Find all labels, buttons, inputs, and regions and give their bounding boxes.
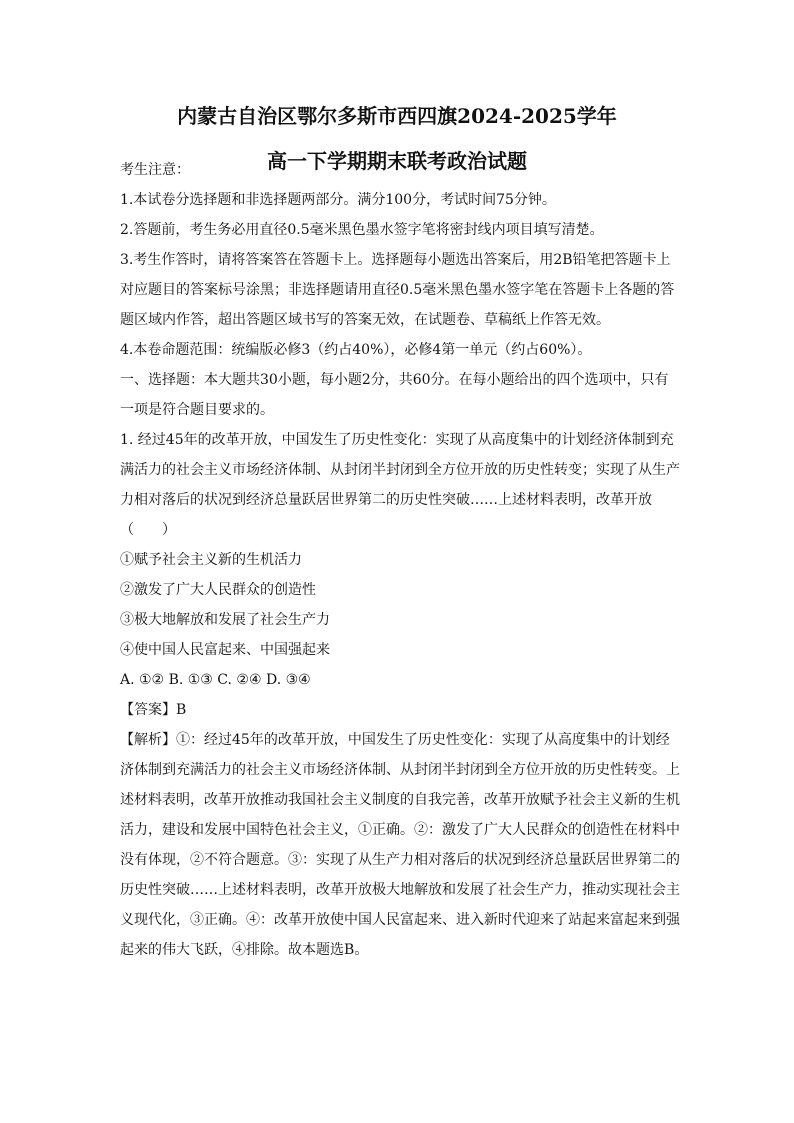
notice-item-4: 4.本卷命题范围：统编版必修3（约占40%），必修4第一单元（约占60%）。	[120, 342, 592, 358]
question-1-line-3: 力相对落后的状况到经济总量跃居世界第二的历史性突破……上述材料表明，改革开放	[120, 492, 652, 508]
option-3: ③极大地解放和发展了社会生产力	[120, 612, 330, 628]
notice-item-3-line-1: 3.考生作答时，请将答案答在答题卡上。选择题每小题选出答案后，用2B铅笔把答题卡上	[120, 252, 671, 268]
answer-choices: A. ①② B. ①③ C. ②④ D. ③④	[120, 672, 311, 688]
analysis-line-5: 没有体现，②不符合题意。③：实现了从生产力相对落后的状况到经济总量跃居世界第二的	[120, 852, 680, 868]
analysis-line-3: 述材料表明，改革开放推动我国社会主义制度的自我完善，改革开放赋予社会主义新的生机	[120, 792, 680, 808]
option-2: ②激发了广大人民群众的创造性	[120, 582, 316, 598]
answer: 【答案】B	[120, 702, 187, 718]
analysis-line-8: 起来的伟大飞跃，④排除。故本题选B。	[120, 942, 369, 958]
section-heading-line-1: 一、选择题：本大题共30小题，每小题2分，共60分。在每小题给出的四个选项中，只有	[120, 372, 669, 388]
notice-heading: 考生注意：	[120, 162, 190, 178]
analysis-line-4: 活力，建设和发展中国特色社会主义，①正确。②：激发了广大人民群众的创造性在材料中	[120, 822, 680, 838]
question-1-blank: （ ）	[120, 522, 176, 538]
notice-item-3-line-2: 对应题目的答案标号涂黑；非选择题请用直径0.5毫米黑色墨水签字笔在答题卡上各题的答	[120, 282, 675, 298]
notice-item-2: 2.答题前，考生务必用直径0.5毫米黑色墨水签字笔将密封线内项目填写清楚。	[120, 222, 604, 238]
notice-item-1: 1.本试卷分选择题和非选择题两部分。满分100分，考试时间75分钟。	[120, 192, 556, 208]
question-1-line-1: 1. 经过45年的改革开放，中国发生了历史性变化：实现了从高度集中的计划经济体制到充	[120, 432, 674, 448]
question-1-line-2: 满活力的社会主义市场经济体制、从封闭半封闭到全方位开放的历史性转变；实现了从生产	[120, 462, 680, 478]
analysis-line-2: 济体制到充满活力的社会主义市场经济体制、从封闭半封闭到全方位开放的历史性转变。上	[120, 762, 680, 778]
option-4: ④使中国人民富起来、中国强起来	[120, 642, 330, 658]
analysis-line-1: 【解析】①：经过45年的改革开放，中国发生了历史性变化：实现了从高度集中的计划经	[120, 732, 670, 748]
analysis-line-7: 义现代化，③正确。④：改革开放使中国人民富起来、进入新时代迎来了站起来富起来到强	[120, 912, 680, 928]
analysis-line-6: 历史性突破……上述材料表明，改革开放极大地解放和发展了社会生产力，推动实现社会主	[120, 882, 680, 898]
section-heading-line-2: 一项是符合题目要求的。	[120, 402, 274, 418]
option-1: ①赋予社会主义新的生机活力	[120, 552, 302, 568]
notice-item-3-line-3: 题区域内作答，超出答题区域书写的答案无效，在试题卷、草稿纸上作答无效。	[120, 312, 610, 328]
page-title: 内蒙古自治区鄂尔多斯市西四旗2024-2025学年	[177, 104, 617, 128]
page-subtitle: 高一下学期期末联考政治试题	[267, 149, 527, 173]
